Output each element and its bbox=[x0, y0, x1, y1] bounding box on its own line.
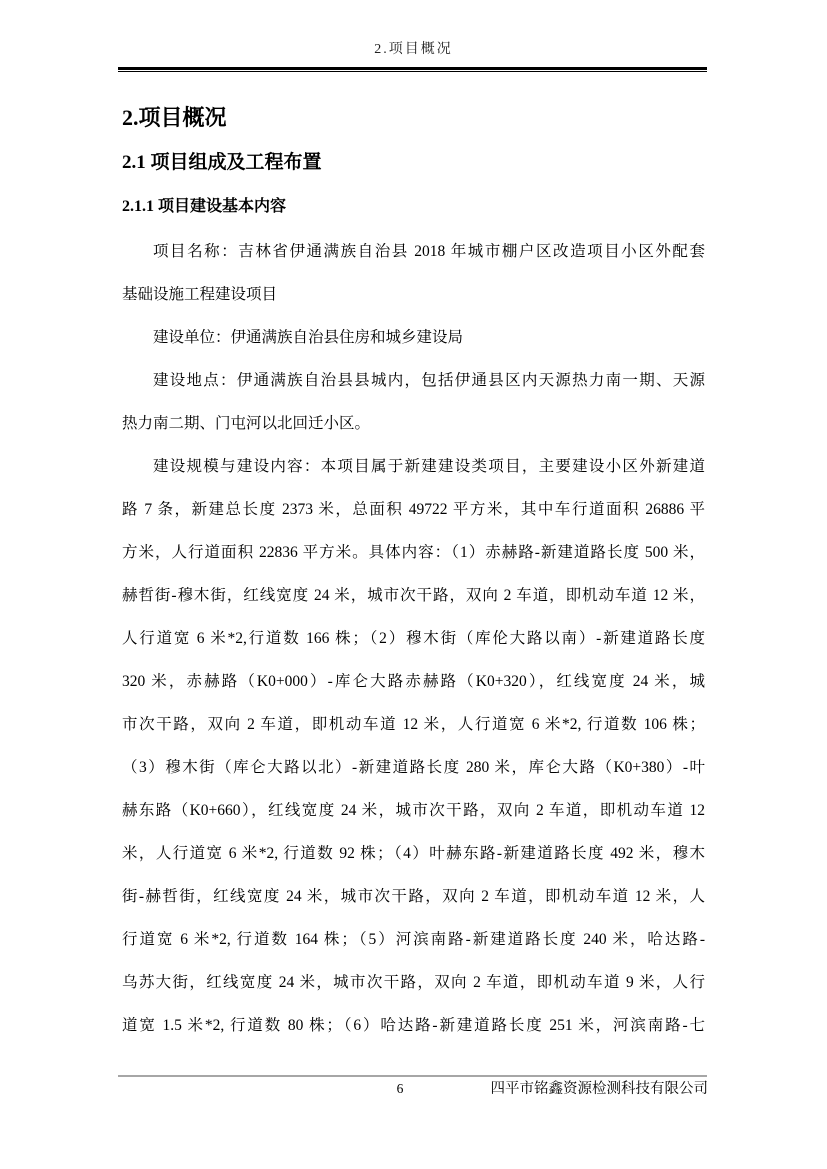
body-line: 方米，人行道面积 22836 平方米。具体内容：（1）赤赫路-新建道路长度 500 米， bbox=[122, 544, 705, 561]
body-line: 项目名称：吉林省伊通满族自治县 2018 年城市棚户区改造项目小区外配套 bbox=[153, 243, 705, 260]
body-line: （3）穆木街（库仑大路以北）-新建道路长度 280 米，库仑大路（K0+380）-叶 bbox=[122, 759, 705, 776]
section-title: 2.项目概况 bbox=[122, 105, 227, 130]
running-header: 2.项目概况 bbox=[374, 42, 453, 57]
body-line: 街-赫哲街，红线宽度 24 米，城市次干路，双向 2 车道，即机动车道 12 米，人 bbox=[122, 888, 705, 905]
body-line: 320 米，赤赫路（K0+000）-库仑大路赤赫路（K0+320），红线宽度 24 米，城 bbox=[122, 673, 705, 690]
paragraph bbox=[122, 359, 705, 445]
body-line: 建设单位：伊通满族自治县住房和城乡建设局 bbox=[153, 329, 464, 346]
body-line: 米，人行道宽 6 米*2, 行道数 92 株；（4）叶赫东路-新建道路长度 492 米，穆木 bbox=[122, 845, 705, 862]
page-number: 6 bbox=[396, 1081, 404, 1096]
subsection-title: 2.1 项目组成及工程布置 bbox=[122, 152, 322, 173]
paragraph bbox=[122, 445, 705, 1047]
body-line: 建设地点：伊通满族自治县县城内，包括伊通县区内天源热力南一期、天源 bbox=[153, 372, 705, 389]
document-body bbox=[122, 230, 705, 1047]
body-line: 赫哲街-穆木街，红线宽度 24 米，城市次干路，双向 2 车道，即机动车道 12 米， bbox=[122, 587, 705, 604]
body-line: 道宽 1.5 米*2, 行道数 80 株；（6）哈达路-新建道路长度 251 米，河滨南路-七 bbox=[122, 1017, 705, 1034]
body-line: 人行道宽 6 米*2,行道数 166 株；（2）穆木街（库伦大路以南）-新建道路长度 bbox=[122, 630, 705, 647]
header-rule bbox=[118, 67, 707, 72]
footer-rule bbox=[118, 1075, 707, 1077]
body-line: 路 7 条，新建总长度 2373 米，总面积 49722 平方米，其中车行道面积 26886 平 bbox=[122, 501, 705, 518]
body-line: 热力南二期、门屯河以北回迁小区。 bbox=[122, 415, 371, 432]
body-line: 行道宽 6 米*2, 行道数 164 株；（5）河滨南路-新建道路长度 240 米，哈达路- bbox=[122, 931, 705, 948]
paragraph bbox=[122, 316, 705, 359]
body-line: 基础设施工程建设项目 bbox=[122, 286, 278, 303]
paragraph bbox=[122, 230, 705, 316]
footer-company: 四平市铭鑫资源检测科技有限公司 bbox=[490, 1081, 708, 1097]
body-line: 赫东路（K0+660），红线宽度 24 米，城市次干路，双向 2 车道，即机动车道 12 bbox=[122, 802, 705, 819]
body-line: 乌苏大街，红线宽度 24 米，城市次干路，双向 2 车道，即机动车道 9 米，人行 bbox=[122, 974, 705, 991]
body-line: 市次干路，双向 2 车道，即机动车道 12 米，人行道宽 6 米*2, 行道数 106 株； bbox=[122, 716, 705, 733]
body-line: 建设规模与建设内容：本项目属于新建建设类项目，主要建设小区外新建道 bbox=[153, 458, 705, 475]
content-column bbox=[122, 104, 705, 1047]
subsubsection-title: 2.1.1 项目建设基本内容 bbox=[122, 198, 287, 215]
